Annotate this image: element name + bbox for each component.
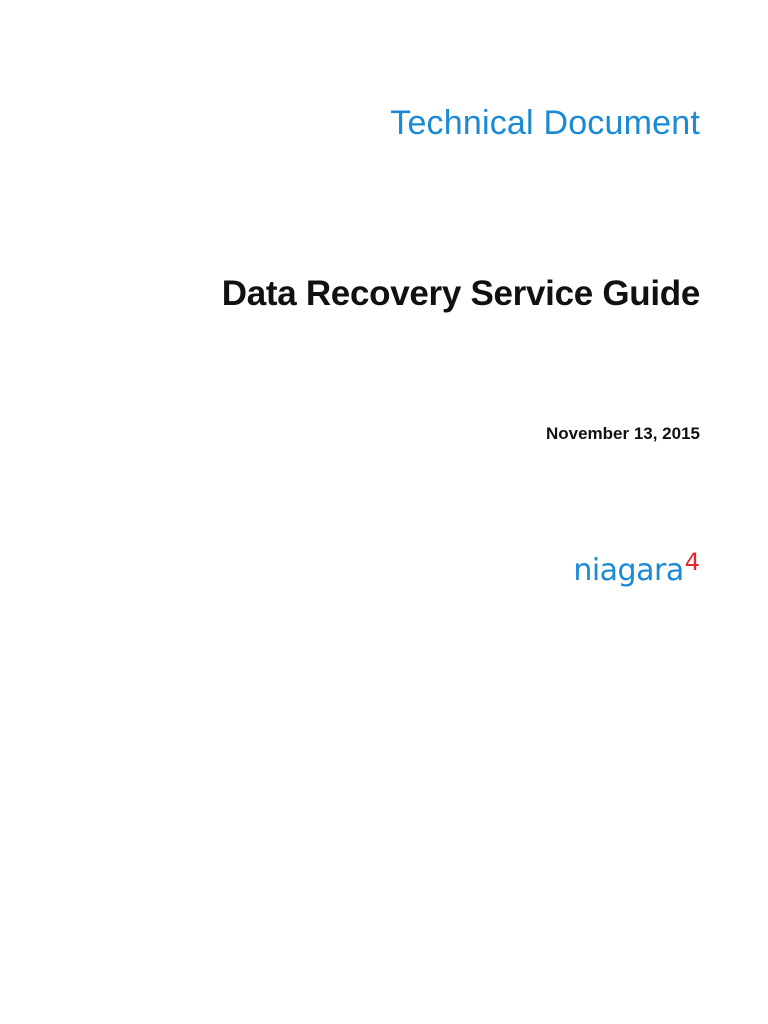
document-date: November 13, 2015 — [545, 424, 700, 443]
logo-version-number: 4 — [684, 548, 700, 576]
niagara-logo — [573, 548, 700, 588]
logo-wordmark: niagara — [573, 553, 684, 588]
document-title: Data Recovery Service Guide — [221, 274, 700, 313]
document-type-heading: Technical Document — [390, 104, 700, 142]
